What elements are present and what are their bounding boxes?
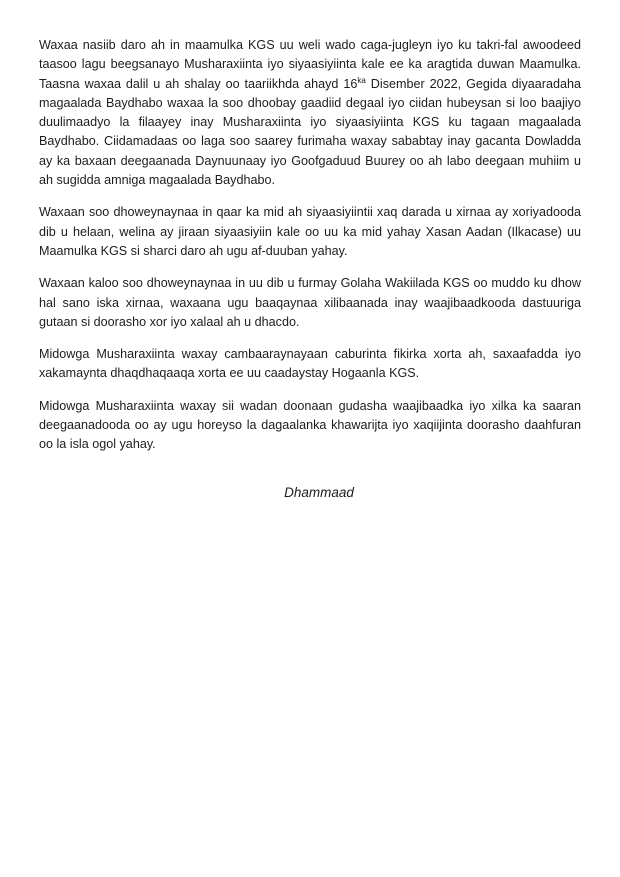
- paragraph-3: Waxaan kaloo soo dhoweynaynaa in uu dib u furmay Golaha Wakiilada KGS oo muddo ku dhow hal sano iska xirnaa, waxaana ugu baaqaynaa xilibaanada inay waajibaadkooda dastuuriga gutaan si doorasho xor iyo xalaal ah u dhacdo.: [39, 276, 581, 329]
- paragraph-1-text-before-sup: Waxaa nasiib daro ah in maamulka KGS uu weli wado caga-jugleyn iyo ku takri-fal awoodeed taasoo lagu beegsanayo Musharaxiinta iyo siyaasiyiinta kale ee ka aragtida duwan Maamulka. Taasna waxaa dalil u ah shalay oo taariikhda ahayd 16: [39, 38, 581, 91]
- ordinal-suffix: ka: [357, 75, 366, 85]
- paragraph-4: Midowga Musharaxiinta waxay cambaaraynayaan caburinta fikirka xorta ah, saxaafadda iyo xakamaynta dhaqdhaqaaqa xorta ee uu caadaystay Hogaanla KGS.: [39, 347, 581, 381]
- paragraph-5: Midowga Musharaxiinta waxay sii wadan doonaan gudasha waajibaadka iyo xilka ka saaran deegaanadooda oo ay ugu horeyso la dagaalanka khawarijta iyo xaqiijinta doorasho daahfuran oo la isla ogol yahay.: [39, 398, 581, 452]
- paragraph-1: [39, 36, 581, 190]
- paragraph-2: Waxaan soo dhoweynaynaa in qaar ka mid ah siyaasiyiintii xaq darada u xirnaa ay xoriyadooda dib u helaan, welina ay jiraan siyaasiyiin kale oo uu ka mid yahay Xasan Aadan (Ilkacase) uu Maamulka KGS si sharci daro ah ugu af-duuban yahay.: [39, 205, 581, 258]
- paragraph-1-text-after-sup: Disember 2022, Gegida diyaaradaha magaalada Baydhabo waxaa la soo dhoobay gaadiid degaal iyo ciidan hubeysan si loo baajiyo duulimaadyo la filaayey inay Musharaxiinta iyo siyaasiyiinta KGS ku tagaan magaalada Baydhabo. Ciidamadaas oo laga soo saarey furimaha waxay sababtay inay gacanta Dowladda ay ka baxaan deegaanada Daynuunaay iyo Goofgaduud Buurey oo ah labo deegaan muhiim u ah sugidda amniga magaalada Baydhabo.: [39, 76, 582, 188]
- closing-signoff: Dhammaad: [284, 484, 354, 500]
